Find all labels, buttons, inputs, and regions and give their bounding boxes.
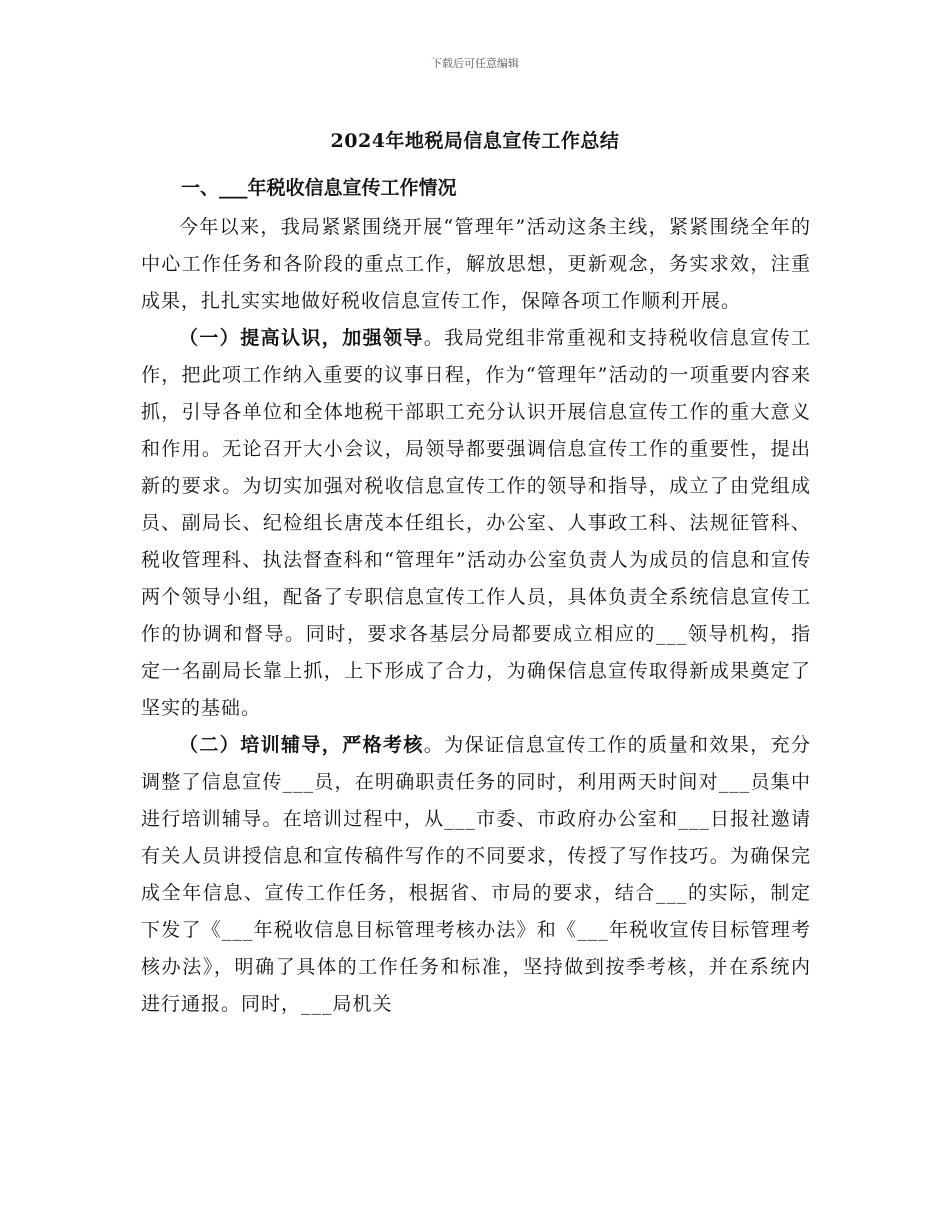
header-note: 下载后可任意编辑 (431, 57, 519, 70)
section-heading: 一、___年税收信息宣传工作情况 (181, 177, 457, 199)
item2-lead: （二）培训辅导，严格考核 (179, 734, 424, 756)
document-title: 2024年地税局信息宣传工作总结 (330, 130, 620, 152)
item2-body: 。为保证信息宣传工作的质量和效果，充分调整了信息宣传___员，在明确职责任务的同时，利用两天时间对___员集中进行培训辅导。在培训过程中，从___市委、市政府办公室和___日报社邀请有关人员讲授信息和宣传稿件写作的不同要求，传授了写作技巧。为确保完成全年信息、宣传工作任务，根据省、市局的要求，结合___的实际，制定下发了《___年税收信息目标管理考核办法》和《___年税收宣传目标管理考核办法》，明确了具体的工作任务和标准，坚持做到按季考核，并在系统内进行通报。同时，___局机关 (141, 734, 811, 1015)
item1-paragraph (141, 320, 811, 727)
item2-paragraph (141, 727, 811, 1023)
document-body (141, 173, 811, 1023)
intro-paragraph: 今年以来，我局紧紧围绕开展“管理年”活动这条主线，紧紧围绕全年的中心工作任务和各阶段的重点工作，解放思想，更新观念，务实求效，注重成果，扎扎实实地做好税收信息宣传工作，保障各项工作顺利开展。 (141, 216, 811, 312)
item1-lead: （一）提高认识，加强领导 (179, 327, 424, 349)
item1-body: 。我局党组非常重视和支持税收信息宣传工作，把此项工作纳入重要的议事日程，作为“管理年”活动的一项重要内容来抓，引导各单位和全体地税干部职工充分认识开展信息宣传工作的重大意义和作用。无论召开大小会议，局领导都要强调信息宣传工作的重要性，提出新的要求。为切实加强对税收信息宣传工作的领导和指导，成立了由党组成员、副局长、纪检组长唐茂本任组长，办公室、人事政工科、法规征管科、税收管理科、执法督查科和“管理年”活动办公室负责人为成员的信息和宣传两个领导小组，配备了专职信息宣传工作人员，具体负责全系统信息宣传工作的协调和督导。同时，要求各基层分局都要成立相应的___领导机构，指定一名副局长靠上抓，上下形成了合力，为确保信息宣传取得新成果奠定了坚实的基础。 (141, 327, 811, 719)
